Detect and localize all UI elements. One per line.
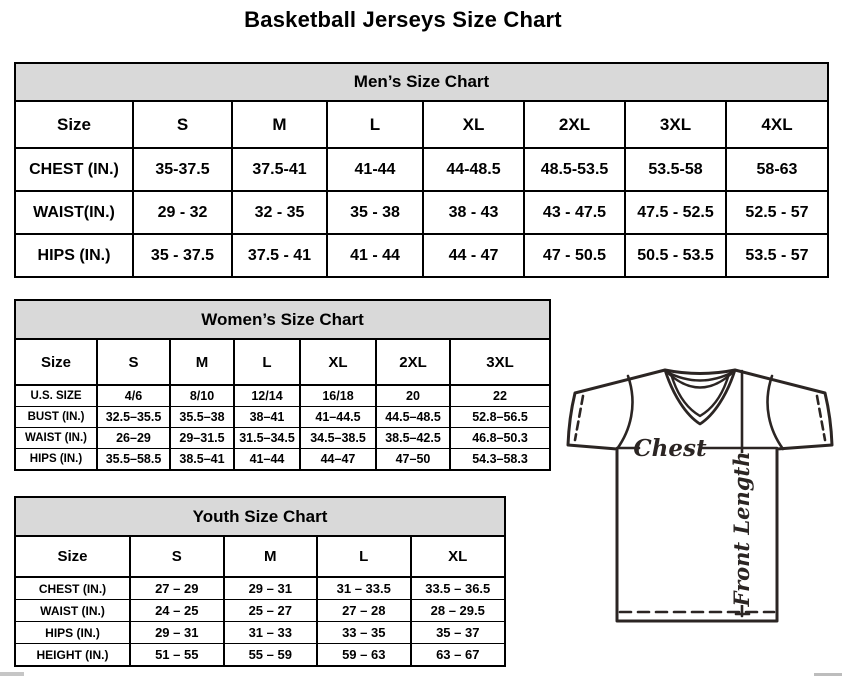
measurement-row (16, 449, 549, 470)
measurement-value: 20 (376, 385, 450, 407)
size-column-header: L (234, 340, 300, 385)
measurement-value: 52.5 - 57 (726, 191, 827, 234)
measurement-value: 35 – 37 (411, 622, 505, 644)
measurement-value: 52.8–56.5 (450, 407, 549, 428)
size-column-header: S (133, 102, 232, 148)
measurement-value: 16/18 (300, 385, 376, 407)
measurement-value: 47 - 50.5 (524, 234, 625, 276)
measurement-value: 35.5–58.5 (97, 449, 170, 470)
womens-size-chart (14, 299, 551, 471)
mens-size-chart (14, 62, 829, 278)
size-column-header: 4XL (726, 102, 827, 148)
youth-size-chart (14, 496, 506, 667)
size-column-header: M (224, 537, 318, 577)
measurement-row (16, 148, 827, 191)
youth-size-table (16, 537, 504, 665)
measurement-value: 44-48.5 (423, 148, 524, 191)
size-column-header: M (232, 102, 327, 148)
size-header-row (16, 537, 504, 577)
measurement-value: 26–29 (97, 428, 170, 449)
measurement-value: 47–50 (376, 449, 450, 470)
measurement-value: 41–44.5 (300, 407, 376, 428)
size-column-header: 2XL (524, 102, 625, 148)
measurement-value: 54.3–58.3 (450, 449, 549, 470)
measurement-value: 29 – 31 (130, 622, 224, 644)
mens-size-table (16, 102, 827, 276)
measurement-value: 63 – 67 (411, 644, 505, 666)
measurement-label: CHEST (IN.) (16, 148, 133, 191)
horizontal-scrollbar-thumb-left[interactable] (0, 672, 24, 676)
measurement-value: 46.8–50.3 (450, 428, 549, 449)
measurement-value: 35 - 37.5 (133, 234, 232, 276)
measurement-value: 27 – 28 (317, 600, 411, 622)
jersey-measurement-diagram (560, 363, 840, 628)
size-column-header: XL (411, 537, 505, 577)
measurement-row (16, 428, 549, 449)
measurement-row (16, 407, 549, 428)
measurement-label: CHEST (IN.) (16, 577, 130, 600)
measurement-value: 38–41 (234, 407, 300, 428)
front-length-label: Front Length (729, 451, 754, 607)
size-header-row (16, 340, 549, 385)
measurement-value: 32 - 35 (232, 191, 327, 234)
measurement-value: 31.5–34.5 (234, 428, 300, 449)
size-column-header: XL (423, 102, 524, 148)
measurement-value: 47.5 - 52.5 (625, 191, 726, 234)
measurement-value: 12/14 (234, 385, 300, 407)
size-label-header: Size (16, 102, 133, 148)
measurement-value: 51 – 55 (130, 644, 224, 666)
size-label-header: Size (16, 537, 130, 577)
measurement-value: 27 – 29 (130, 577, 224, 600)
mens-chart-title: Men’s Size Chart (16, 64, 827, 102)
measurement-value: 41 - 44 (327, 234, 423, 276)
measurement-label: WAIST(IN.) (16, 191, 133, 234)
measurement-value: 29–31.5 (170, 428, 234, 449)
womens-chart-title: Women’s Size Chart (16, 301, 549, 340)
measurement-row (16, 191, 827, 234)
size-column-header: L (317, 537, 411, 577)
measurement-label: HIPS (IN.) (16, 622, 130, 644)
measurement-row (16, 622, 504, 644)
size-column-header: L (327, 102, 423, 148)
measurement-value: 37.5-41 (232, 148, 327, 191)
measurement-label: WAIST (IN.) (16, 600, 130, 622)
measurement-value: 24 – 25 (130, 600, 224, 622)
size-label-header: Size (16, 340, 97, 385)
measurement-label: WAIST (IN.) (16, 428, 97, 449)
measurement-row (16, 600, 504, 622)
measurement-value: 53.5 - 57 (726, 234, 827, 276)
size-column-header: S (130, 537, 224, 577)
measurement-value: 29 - 32 (133, 191, 232, 234)
measurement-value: 41-44 (327, 148, 423, 191)
size-column-header: 3XL (450, 340, 549, 385)
measurement-row (16, 385, 549, 407)
jersey-outline (568, 370, 832, 621)
measurement-value: 38.5–41 (170, 449, 234, 470)
measurement-value: 58-63 (726, 148, 827, 191)
size-column-header: 3XL (625, 102, 726, 148)
measurement-value: 50.5 - 53.5 (625, 234, 726, 276)
measurement-value: 35.5–38 (170, 407, 234, 428)
measurement-value: 8/10 (170, 385, 234, 407)
size-column-header: S (97, 340, 170, 385)
measurement-row (16, 577, 504, 600)
measurement-value: 33 – 35 (317, 622, 411, 644)
measurement-label: HEIGHT (IN.) (16, 644, 130, 666)
horizontal-scrollbar-thumb-right[interactable] (814, 673, 842, 676)
measurement-value: 55 – 59 (224, 644, 318, 666)
measurement-value: 22 (450, 385, 549, 407)
measurement-value: 4/6 (97, 385, 170, 407)
measurement-value: 41–44 (234, 449, 300, 470)
measurement-value: 31 – 33.5 (317, 577, 411, 600)
measurement-value: 59 – 63 (317, 644, 411, 666)
measurement-value: 25 – 27 (224, 600, 318, 622)
womens-size-table (16, 340, 549, 469)
measurement-label: HIPS (IN.) (16, 449, 97, 470)
measurement-value: 48.5-53.5 (524, 148, 625, 191)
page-title: Basketball Jerseys Size Chart (244, 7, 562, 32)
measurement-value: 33.5 – 36.5 (411, 577, 505, 600)
measurement-value: 44 - 47 (423, 234, 524, 276)
measurement-value: 35-37.5 (133, 148, 232, 191)
measurement-label: U.S. SIZE (16, 385, 97, 407)
measurement-value: 35 - 38 (327, 191, 423, 234)
measurement-value: 44–47 (300, 449, 376, 470)
size-column-header: 2XL (376, 340, 450, 385)
size-column-header: M (170, 340, 234, 385)
measurement-value: 29 – 31 (224, 577, 318, 600)
measurement-label: HIPS (IN.) (16, 234, 133, 276)
measurement-value: 43 - 47.5 (524, 191, 625, 234)
jersey-illustration (560, 363, 840, 628)
measurement-row (16, 644, 504, 666)
chest-label: Chest (633, 435, 707, 462)
measurement-value: 38 - 43 (423, 191, 524, 234)
measurement-value: 34.5–38.5 (300, 428, 376, 449)
measurement-label: BUST (IN.) (16, 407, 97, 428)
measurement-value: 31 – 33 (224, 622, 318, 644)
measurement-value: 44.5–48.5 (376, 407, 450, 428)
size-column-header: XL (300, 340, 376, 385)
measurement-value: 37.5 - 41 (232, 234, 327, 276)
measurement-row (16, 234, 827, 276)
measurement-value: 38.5–42.5 (376, 428, 450, 449)
measurement-value: 53.5-58 (625, 148, 726, 191)
measurement-value: 28 – 29.5 (411, 600, 505, 622)
size-header-row (16, 102, 827, 148)
measurement-value: 32.5–35.5 (97, 407, 170, 428)
youth-chart-title: Youth Size Chart (16, 498, 504, 537)
